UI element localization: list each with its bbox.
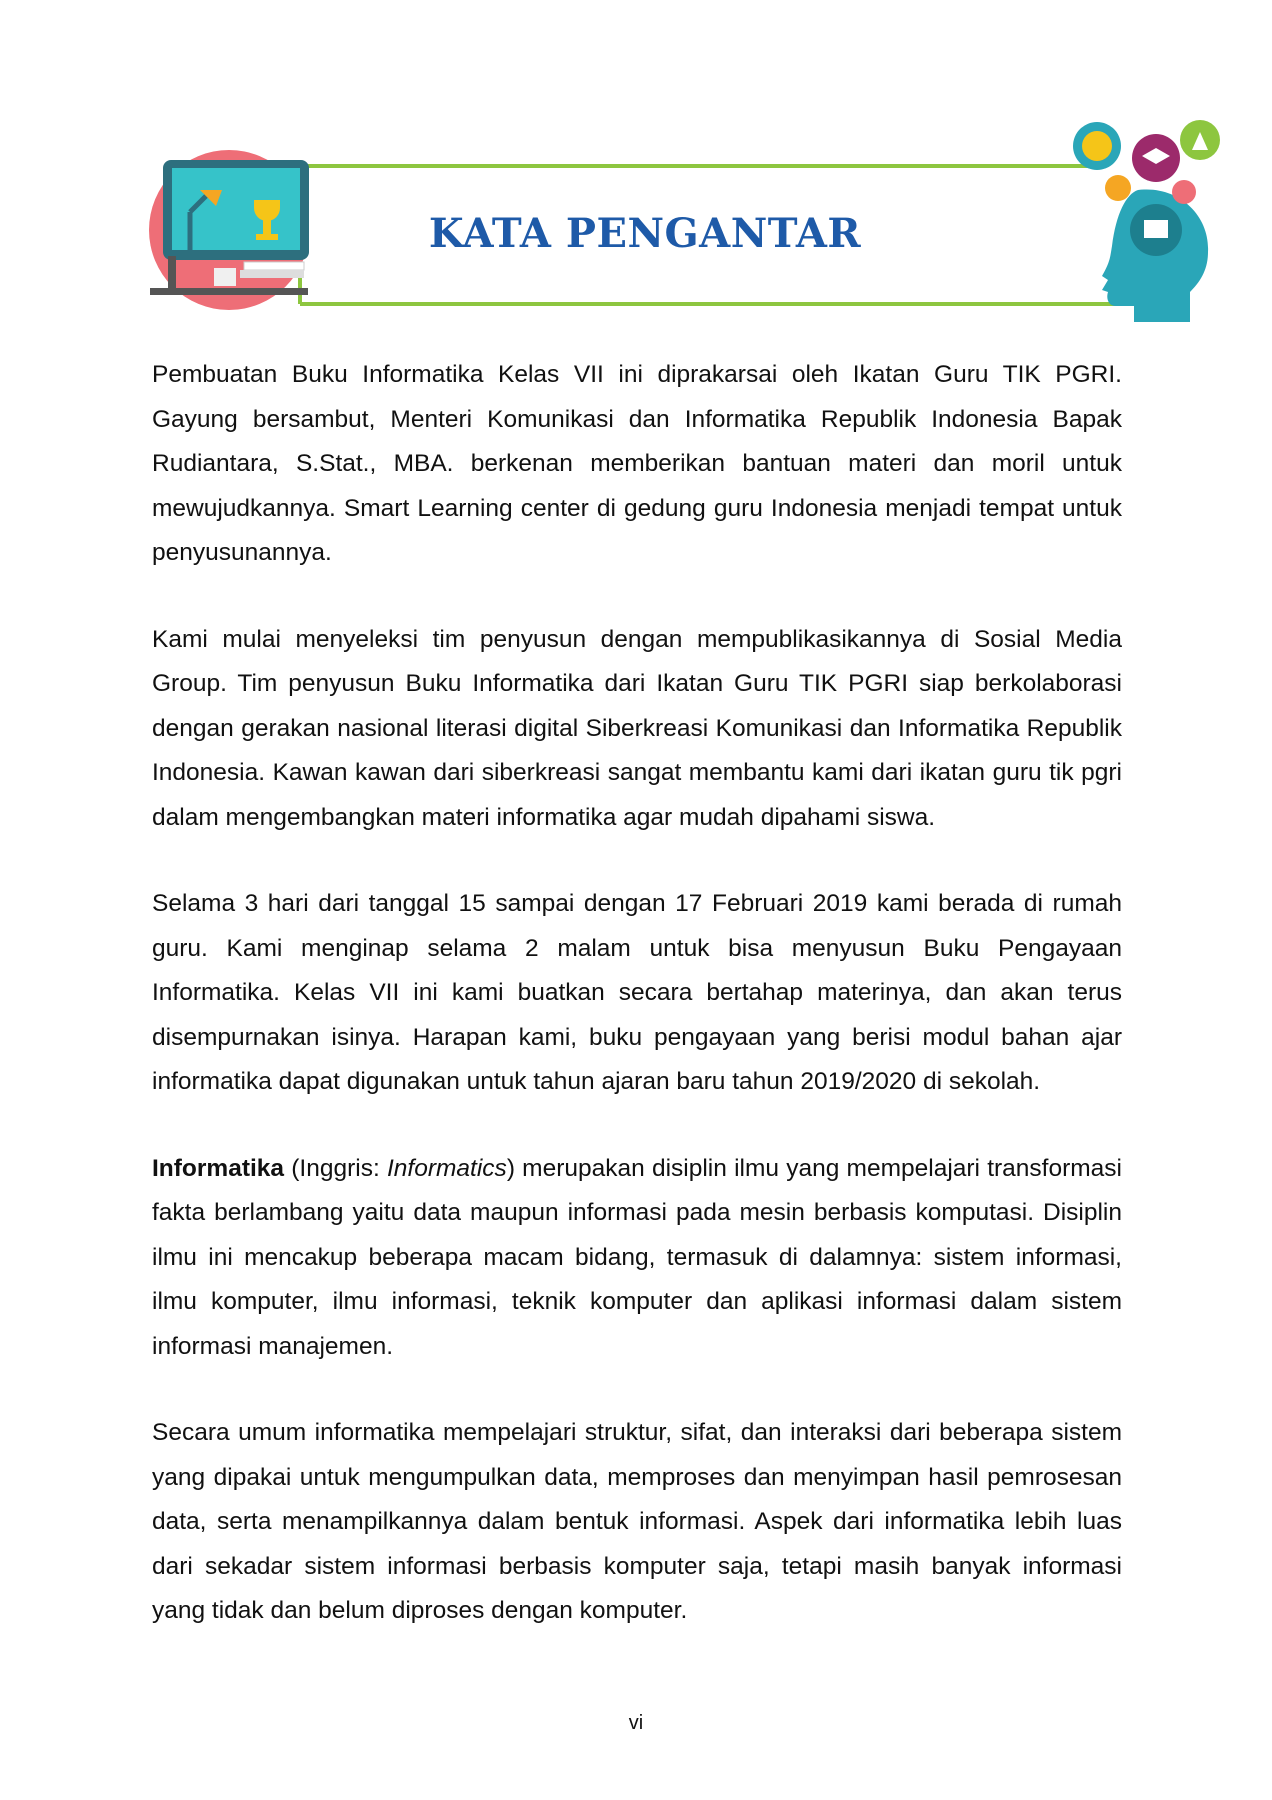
body-text — [152, 353, 1122, 1676]
term-informatics: Informatics — [387, 1154, 507, 1182]
paragraph-3: Selama 3 hari dari tanggal 15 sampai dengan 17 Februari 2019 kami berada di rumah guru. Kami menginap selama 2 malam untuk bisa menyusun Buku Pengayaan Informatika. Kelas VII ini kami buatkan secara bertahap materinya, dan akan terus disempurnakan isinya. Harapan kami, buku pengayaan yang berisi modul bahan ajar informatika dapat digunakan untuk tahun ajaran baru tahun 2019/2020 di sekolah. — [152, 890, 1122, 1095]
paragraph-1: Pembuatan Buku Informatika Kelas VII ini diprakarsai oleh Ikatan Guru TIK PGRI. Gayung bersambut, Menteri Komunikasi dan Informatika Republik Indonesia Bapak Rudiantara, S.Stat., MBA. berkenan memberikan bantuan materi dan moril untuk mewujudkannya. Smart Learning center di gedung guru Indonesia menjadi tempat untuk penyusunannya. — [152, 361, 1122, 566]
paragraph-4-rest: ) merupakan disiplin ilmu yang mempelajari transformasi fakta berlambang yaitu data maupun informasi pada mesin berbasis komputasi. Disiplin ilmu ini mencakup beberapa macam bidang, termasuk di dalamnya: sistem informasi, ilmu komputer, ilmu informasi, teknik komputer dan aplikasi informasi dalam sistem informasi manajemen. — [152, 1154, 1122, 1360]
header-graphics — [0, 0, 1272, 330]
paragraph-2: Kami mulai menyeleksi tim penyusun dengan mempublikasikannya di Sosial Media Group. Tim penyusun Buku Informatika dari Ikatan Guru TIK PGRI siap berkolaborasi dengan gerakan nasional literasi digital Siberkreasi Komunikasi dan Informatika Republik Indonesia. Kawan kawan dari siberkreasi sangat membantu kami dari ikatan guru tik pgri dalam mengembangkan materi informatika agar mudah dipahami siswa. — [152, 625, 1122, 831]
head-learning-icons-illustration — [1073, 120, 1220, 322]
computer-desk-illustration — [149, 150, 309, 310]
page-header — [0, 0, 1272, 330]
page-title: KATA PENGANTAR — [428, 210, 862, 257]
term-informatika: Informatika — [152, 1154, 285, 1182]
paragraph-5: Secara umum informatika mempelajari struktur, sifat, dan interaksi dari beberapa sistem yang dipakai untuk mengumpulkan data, memproses dan menyimpan hasil pemrosesan data, serta menampilkannya dalam bentuk informasi. Aspek dari informatika lebih luas dari sekadar sistem informasi berbasis komputer saja, tetapi masih banyak informasi yang tidak dan belum diproses dengan komputer. — [152, 1419, 1122, 1624]
paren-open: (Inggris: — [284, 1154, 387, 1182]
page-number: vi — [628, 1712, 644, 1734]
paragraph-4 — [152, 1147, 1122, 1370]
